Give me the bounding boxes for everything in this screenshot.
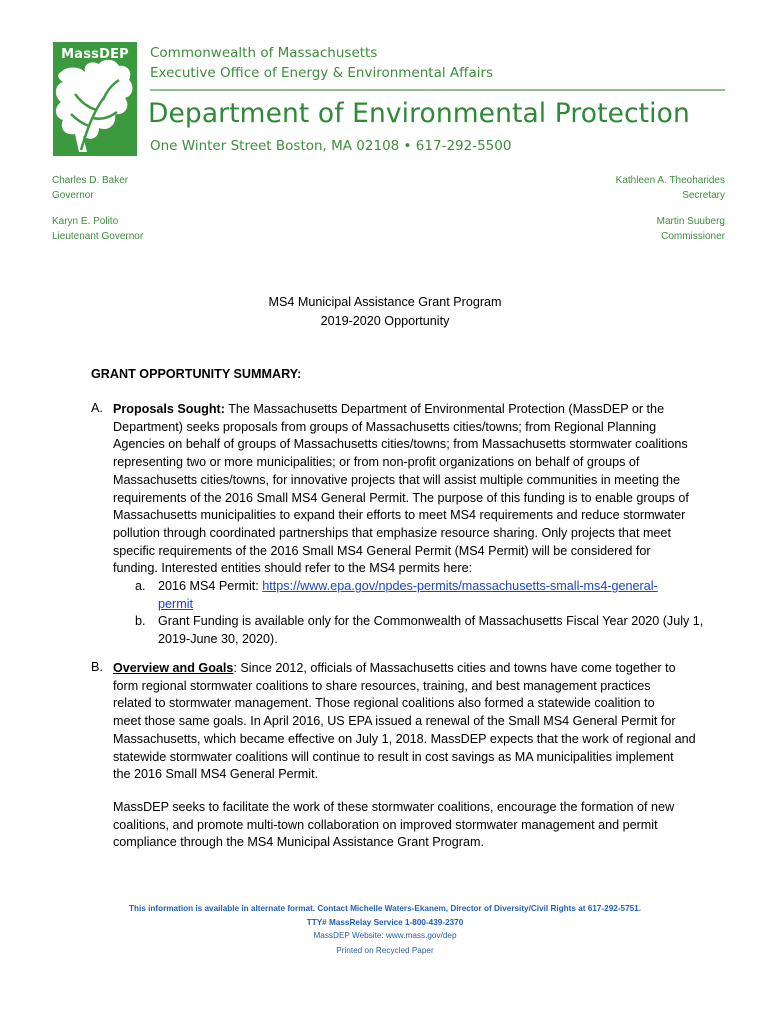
section-b-p2-line: coalitions, and promote multi-town collaboration on improved stormwater management and permit	[113, 817, 658, 832]
section-b-heading: Overview and Goals	[113, 661, 234, 675]
section-a-line	[113, 401, 713, 419]
section-b-line: meet those same goals. In April 2016, US EPA issued a renewal of the Small MS4 General Permit for	[113, 714, 676, 729]
massdep-logo	[53, 42, 137, 156]
footer-recycled: Printed on Recycled Paper	[336, 946, 434, 955]
section-b-body	[113, 660, 713, 784]
item-b-line: 2019-June 30, 2020).	[158, 631, 278, 646]
section-a-heading: Proposals Sought:	[113, 402, 225, 416]
section-a-line: specific requirements of the 2016 Small MS4 General Permit (MS4 Permit) will be considered for	[113, 543, 651, 558]
section-b-p2-line: compliance through the MS4 Municipal Assistance Grant Program.	[113, 835, 484, 850]
summary-heading: GRANT OPPORTUNITY SUMMARY:	[91, 367, 302, 381]
department-address: One Winter Street Boston, MA 02108 • 617-292-5500	[150, 138, 512, 154]
section-b-p2-line: MassDEP seeks to facilitate the work of these stormwater coalitions, encourage the formation of new	[113, 800, 675, 814]
section-b-paragraph-2	[113, 799, 713, 852]
section-b-line: Massachusetts, which became effective on July 1, 2018. MassDEP expects that the work of regional and	[113, 731, 696, 746]
item-b-line: Grant Funding is available only for the Commonwealth of Massachusetts Fiscal Year 2020 (July 1,	[158, 614, 704, 628]
official-title: Governor	[52, 190, 94, 201]
section-a-line: Massachusetts cities/towns, for innovative projects that will assist multiple communities in meeting the	[113, 472, 680, 487]
item-a-label: 2016 MS4 Permit:	[158, 579, 263, 593]
header-executive-office: Executive Office of Energy & Environmental Affairs	[150, 65, 494, 81]
official-governor	[52, 173, 128, 203]
section-b-line	[113, 660, 713, 678]
official-title: Commissioner	[661, 231, 725, 242]
section-b-line: the 2016 Small MS4 General Permit.	[113, 767, 319, 782]
item-b-funding	[158, 613, 718, 648]
section-a-line: Agencies on behalf of groups of Massachusetts cities/towns; from Massachusetts stormwater coalitions	[113, 437, 688, 452]
official-title: Lieutenant Governor	[52, 231, 144, 242]
section-a-line: Massachusetts municipalities to expand their efforts to meet MS4 requirements and reduce stormwater	[113, 508, 686, 523]
official-lt-governor	[52, 214, 143, 244]
section-b-line: related to stormwater management. Those regional coalitions also formed a statewide coalition to	[113, 696, 655, 711]
item-a-permit	[158, 578, 718, 613]
section-b-text: : Since 2012, officials of Massachusetts cities and towns have come together to	[233, 661, 676, 675]
item-b-marker: b.	[135, 614, 146, 628]
document-subtitle: 2019-2020 Opportunity	[320, 314, 450, 328]
permit-link[interactable]: https://www.epa.gov/npdes-permits/massachusetts-small-ms4-general-	[262, 579, 658, 593]
section-b-letter: B.	[91, 660, 103, 674]
header-divider	[150, 89, 725, 91]
section-a-line: representing two or more municipalities; or from non-profit organizations on behalf of groups of	[113, 455, 640, 470]
official-name: Karyn E. Polito	[52, 216, 119, 227]
section-a-line: pollution through coordinated partnerships that emphasize resource sharing. Only projects that meet	[113, 525, 671, 540]
footer-website[interactable]: MassDEP Website: www.mass.gov/dep	[313, 931, 457, 940]
footer-tty: TTY# MassRelay Service 1-800-439-2370	[306, 918, 464, 927]
section-a-text: The Massachusetts Department of Environmental Protection (MassDEP or the	[224, 402, 665, 416]
official-secretary	[616, 173, 725, 203]
header-commonwealth: Commonwealth of Massachusetts	[150, 45, 378, 61]
department-title: Department of Environmental Protection	[148, 98, 690, 129]
section-b-line: form regional stormwater coalitions to share resources, training, and best management practices	[113, 678, 651, 693]
section-a-letter: A.	[91, 401, 103, 415]
official-title: Secretary	[682, 190, 725, 201]
section-a-body	[113, 401, 713, 578]
official-commissioner	[657, 214, 725, 244]
footer-alternate-format: This information is available in alternate format. Contact Michelle Waters-Ekanem, Director of Diversity/Civil Rights at 617-292-5751.	[128, 904, 642, 913]
item-a-marker: a.	[135, 579, 146, 593]
official-name: Charles D. Baker	[52, 175, 129, 186]
section-a-line: funding. Interested entities should refer to the MS4 permits here:	[113, 561, 473, 576]
section-b-line: statewide stormwater coalitions will continue to result in cost savings as MA municipalities implement	[113, 749, 674, 764]
official-name: Martin Suuberg	[656, 216, 725, 227]
section-a-line: requirements of the 2016 Small MS4 General Permit. The purpose of this funding is to enable groups of	[113, 490, 689, 505]
document-title: MS4 Municipal Assistance Grant Program	[268, 295, 502, 309]
section-a-line: Department) seeks proposals from groups of Massachusetts cities/towns; from Regional Planning	[113, 419, 657, 434]
official-name: Kathleen A. Theoharides	[615, 175, 725, 186]
permit-link-continued[interactable]: permit	[158, 596, 193, 611]
logo-text: MassDEP	[61, 47, 129, 62]
